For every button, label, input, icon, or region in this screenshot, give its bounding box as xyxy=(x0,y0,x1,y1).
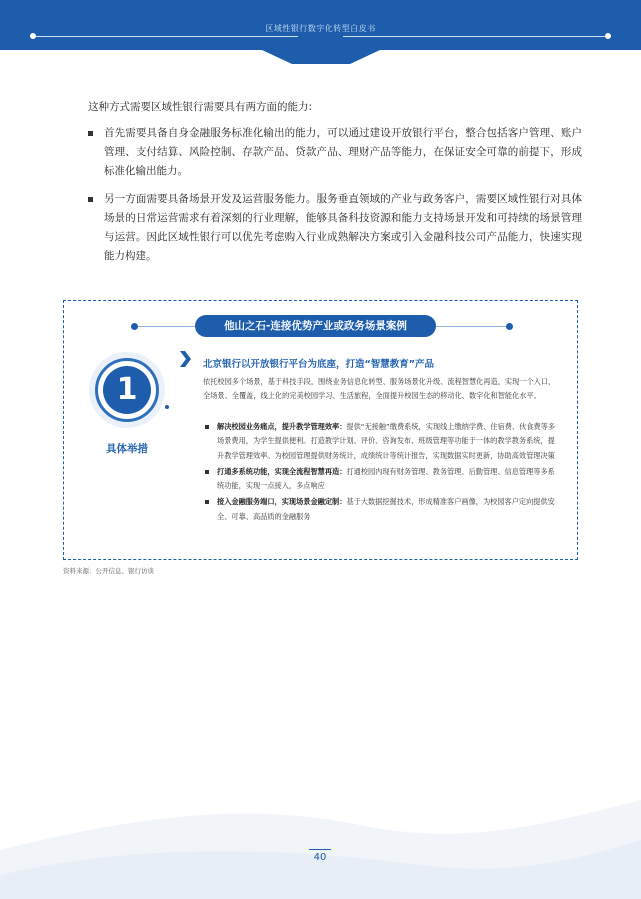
intro-text: 这种方式需要区域性银行需要具有两方面的能力: xyxy=(88,101,313,113)
measure-text: 提供“无接触”缴费系统，实现线上缴纳学费、住宿费、伙食费等多场景费用，为学生提供便利。打造教学计划、评价、咨询发布、班级管理等功能于一体的教学教务系统，提升教学管理效率。为校园管理提供财务统计，成绩统计等统计报告，实现数据实时更新，协助高效管理决策 xyxy=(217,422,556,460)
banner-rule-right xyxy=(436,326,508,327)
banner-rule-left xyxy=(133,326,203,327)
footer-waves xyxy=(0,780,641,899)
header-rule-left xyxy=(33,36,298,37)
case-measure-item xyxy=(203,465,561,494)
badge-dot xyxy=(165,405,169,409)
source-note: 资料来源：公开信息、银行访谈 xyxy=(63,567,154,575)
case-measures-list xyxy=(203,420,561,526)
page-number: 40 xyxy=(313,852,327,863)
badge-label: 具体举措 xyxy=(106,443,148,455)
banner-dot-left xyxy=(131,323,138,330)
measure-heading: 接入金融服务端口，实现场景金融定制： xyxy=(217,497,347,507)
case-measure-item xyxy=(203,495,561,524)
capability-bullet: 另一方面需要具备场景开发及运营服务能力。服务垂直领域的产业与政务客户，需要区域性银行对具体场景的日常运营需求有着深刻的行业理解，能够具备科技资源和能力支持场景开发和可持续的场景管理与运营。因此区域性银行可以优先考虑购入行业成熟解决方案或引入金融科技公司产品能力，快速实现能力构建。 xyxy=(88,190,582,267)
measure-heading: 打通多系统功能，实现全流程智慧再造： xyxy=(217,466,347,476)
measure-heading: 解决校园业务痛点，提升教学管理效率： xyxy=(217,422,347,431)
banner-dot-right xyxy=(506,323,513,330)
case-title: 北京银行以开放银行平台为底座，打造“智慧教育”产品 xyxy=(203,359,434,370)
case-measure-item xyxy=(203,420,561,463)
chevron-right-icon xyxy=(180,351,191,367)
capability-list xyxy=(88,124,582,274)
page-header xyxy=(0,0,641,50)
document-title: 区域性银行数字化转型白皮书 xyxy=(265,24,376,33)
header-tab xyxy=(262,50,380,64)
measure-text: 基于大数据挖掘技术，形成精准客户画像，为校园客户定向提供安全、可靠、高品质的金融服务 xyxy=(217,497,555,521)
measure-text: 打通校园内现有财务管理、教务管理、后勤管理、信息管理等多系统功能，实现一点接入，多点响应 xyxy=(217,466,555,491)
header-rule-right xyxy=(343,36,608,37)
case-description: 依托校园多个场景，基于科技手段，围绕业务信息化转型、服务场景化升级、流程智慧化再造，实现一个入口，全场景、全覆盖，线上化的完美校园学习、生活旅程，全面提升校园生态的移动化、数字化和智能化水平。 xyxy=(203,377,556,401)
badge-number: 1 xyxy=(103,366,151,414)
case-banner: 他山之石-连接优势产业或政务场景案例 xyxy=(195,315,436,337)
page-number-rule xyxy=(309,849,331,850)
capability-bullet: 首先需要具备自身金融服务标准化输出的能力，可以通过建设开放银行平台，整合包括客户管理、账户管理、支付结算、风险控制、存款产品、贷款产品、理财产品等能力，在保证安全可靠的前提下，形成标准化输出能力。 xyxy=(88,124,582,182)
